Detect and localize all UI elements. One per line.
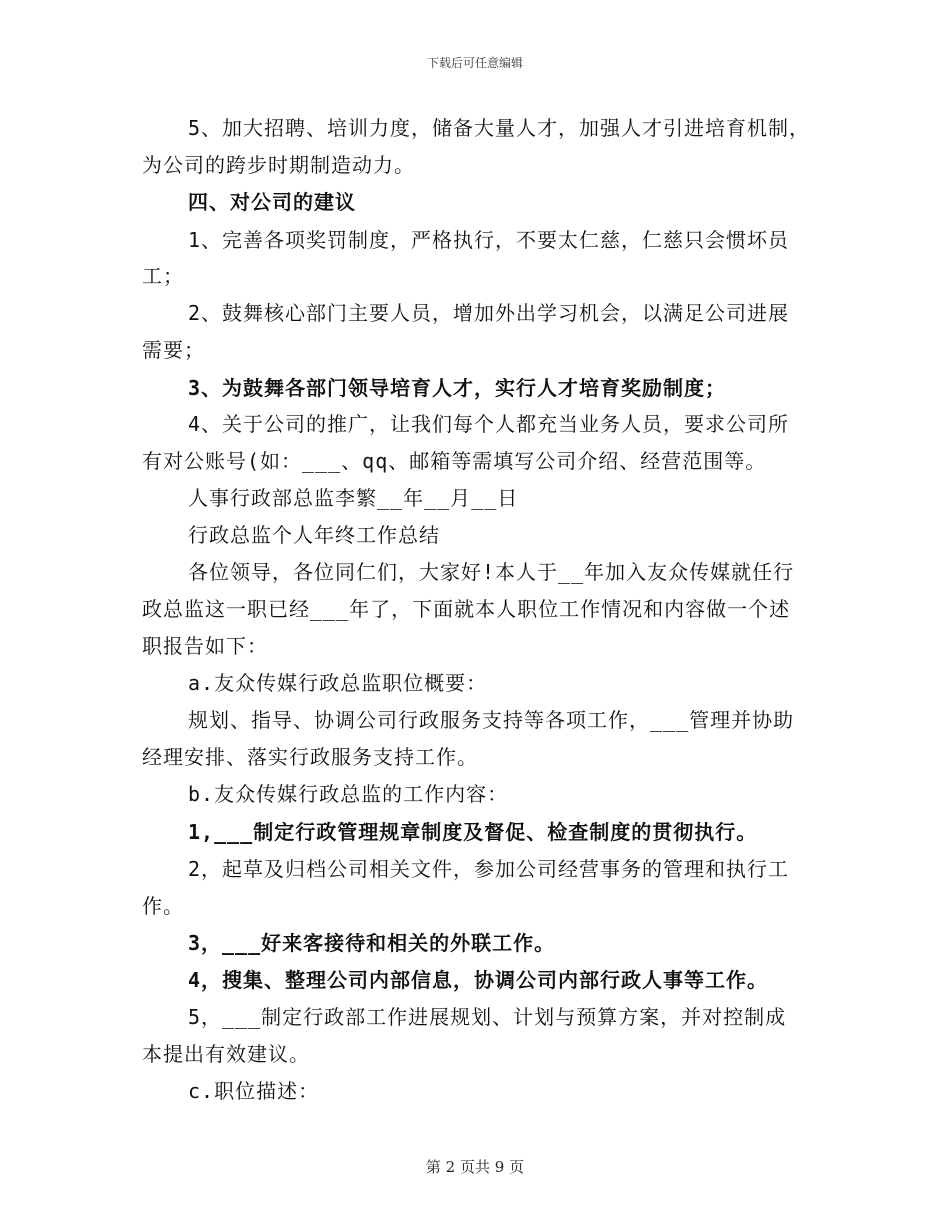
text-line: 作。 (142, 894, 184, 918)
text-line: 5，___制定行政部工作进展规划、计划与预算方案，并对控制成 (188, 1005, 787, 1029)
text-line-bold: 3，___好来客接待和相关的外联工作。 (188, 931, 556, 955)
text-line-bold: 1,___制定行政管理规章制度及督促、检查制度的贯彻执行。 (188, 820, 758, 844)
text-line: 本提出有效建议。 (142, 1042, 310, 1066)
section-heading: 四、对公司的建议 (188, 190, 356, 214)
text-line: 经理安排、落实行政服务支持工作。 (142, 745, 478, 769)
text-line: 2，起草及归档公司相关文件，参加公司经营事务的管理和执行工 (188, 857, 790, 881)
document-title: 行政总监个人年终工作总结 (188, 523, 440, 547)
text-line-bold: 4，搜集、整理公司内部信息，协调公司内部行政人事等工作。 (188, 968, 769, 992)
text-line-bold: 3、为鼓舞各部门领导培育人才，实行人才培育奖励制度； (188, 376, 727, 400)
text-line: 规划、指导、协调公司行政服务支持等各项工作，___管理并协助 (188, 708, 795, 732)
text-line: 有对公账号(如：___、qq、邮箱等需填写公司介绍、经营范围等。 (142, 449, 767, 473)
page-footer: 第 2 页共 9 页 (425, 1158, 525, 1176)
text-line: 5、加大招聘、培训力度，储备大量人才，加强人才引进培育机制， (188, 116, 811, 140)
text-line: 各位领导，各位同仁们，大家好!本人于__年加入友众传媒就任行 (188, 560, 795, 584)
text-line: 工； (142, 264, 184, 288)
text-line: 政总监这一职已经___年了，下面就本人职位工作情况和内容做一个述 (142, 597, 791, 621)
text-line: 需要； (142, 338, 205, 362)
text-line: 为公司的跨步时期制造动力。 (142, 153, 415, 177)
subsection-heading: b.友众传媒行政总监的工作内容： (188, 782, 509, 806)
signature-line: 人事行政部总监李繁__年__月__日 (188, 486, 519, 510)
text-line: 4、关于公司的推广，让我们每个人都充当业务人员，要求公司所 (188, 412, 790, 436)
text-line: 1、完善各项奖罚制度，严格执行，不要太仁慈，仁慈只会惯坏员 (188, 228, 790, 252)
subsection-heading: a.友众传媒行政总监职位概要： (188, 671, 488, 695)
text-line: 职报告如下： (142, 634, 268, 658)
subsection-heading: c.职位描述： (188, 1079, 320, 1103)
page-header: 下载后可任意编辑 (426, 56, 523, 70)
text-line: 2、鼓舞核心部门主要人员，增加外出学习机会，以满足公司进展 (188, 301, 790, 325)
